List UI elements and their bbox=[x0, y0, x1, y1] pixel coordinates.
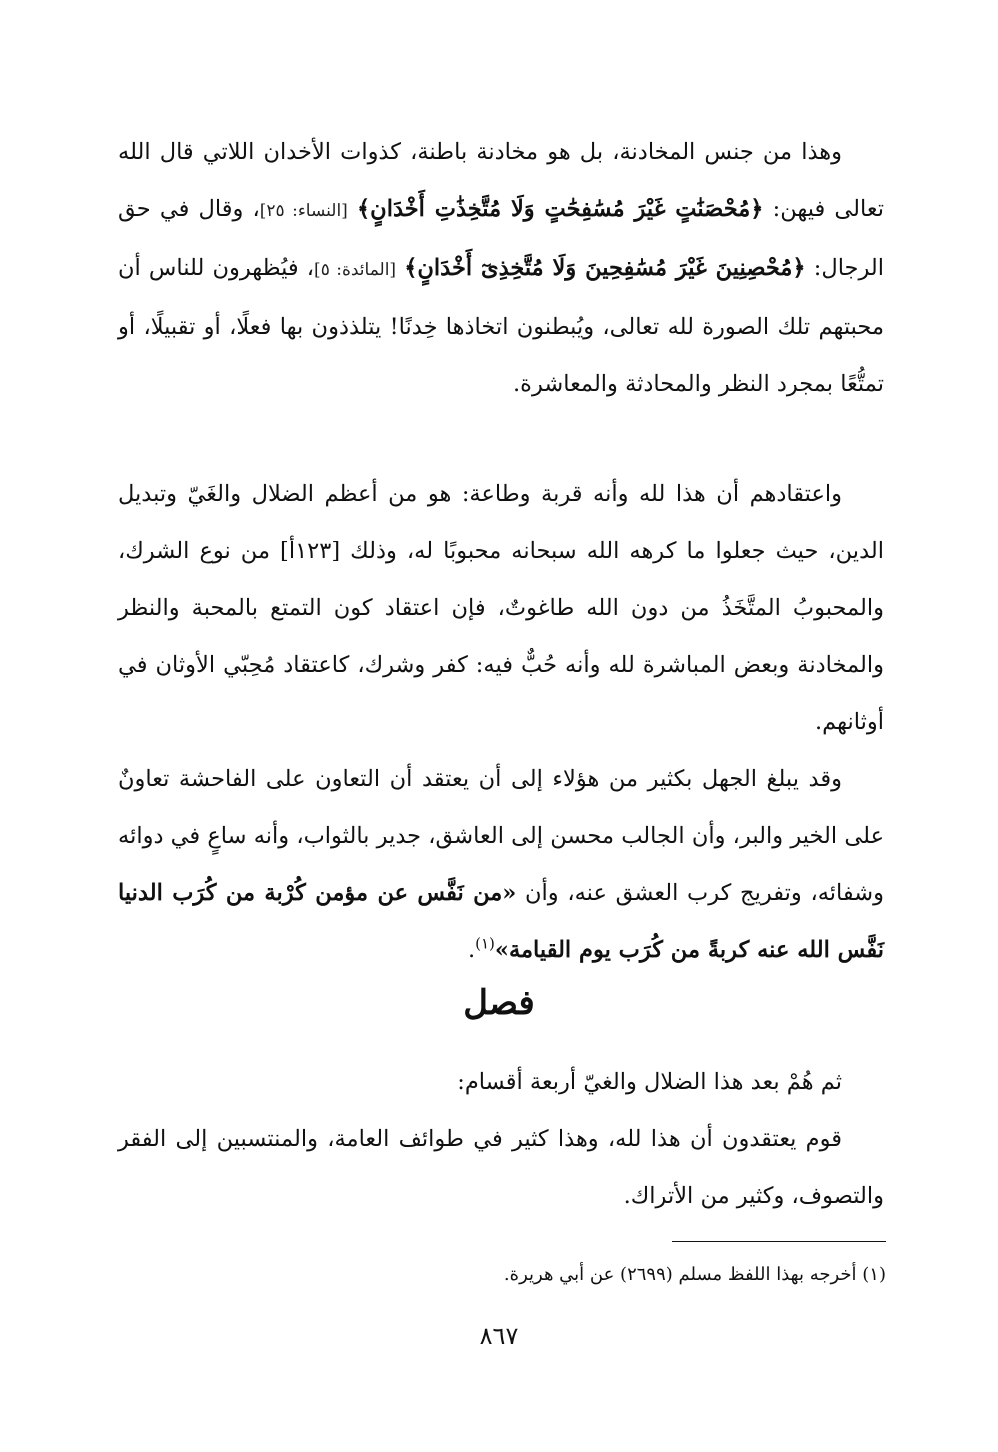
section-heading: فصل bbox=[463, 983, 535, 1023]
quran-verse-nisa: ﴿مُحْصَنَٰتٍ غَيْرَ مُسَٰفِحَٰتٍ وَلَا مُتَّخِذَٰتِ أَخْدَانٍ﴾ bbox=[357, 196, 764, 222]
footnote: (١) أخرجه بهذا اللفظ مسلم (٢٦٩٩) عن أبي هريرة. bbox=[503, 1264, 886, 1285]
paragraph-4 bbox=[118, 1054, 884, 1111]
verse-reference-maida: [المائدة: ٥] bbox=[314, 260, 397, 280]
page-number: ٨٦٧ bbox=[479, 1322, 519, 1350]
footnote-marker: (١) bbox=[475, 934, 495, 953]
footnote-divider bbox=[672, 1241, 886, 1242]
paragraph-2-text: واعتقادهم أن هذا لله وأنه قربة وطاعة: هو من أعظم الضلال والغَيّ وتبديل الدين، حيث جعلوا ما كرهه الله سبحانه محبوبًا له، وذلك [١٢٣أ] من نوع الشرك، والمحبوبُ المتَّخَذُ من دون الله طاغوتٌ، فإن اعتقاد كون التمتع بالمحبة والنظر والمخادنة وبعض المباشرة لله وأنه حُبٌّ فيه: كفر وشرك، كاعتقاد مُحِبّي الأوثان في أوثانهم. bbox=[118, 481, 884, 735]
paragraph-1-text-c: ، فيُظهرون للناس أن محبتهم تلك الصورة لله تعالى، ويُبطنون اتخاذها خِدنًا! يتلذذون بها فعلًا، أو تقبيلًا، أو تمتُّعًا بمجرد النظر والمحادثة والمعاشرة. bbox=[118, 255, 884, 397]
paragraph-3 bbox=[118, 751, 884, 979]
paragraph-3-end: . bbox=[467, 937, 476, 963]
hadith-quote: «من نَفَّس عن مؤمن كُرْبة من كُرَب الدنيا نَفَّس الله عنه كربةً من كُرَب يوم القيامة» bbox=[118, 880, 884, 963]
paragraph-1-text-b: ، وقال في حق الرجال: bbox=[118, 196, 884, 281]
paragraph-1-text-a: وهذا من جنس المخادنة، بل هو مخادنة باطنة، كذوات الأخدان اللاتي قال الله تعالى فيهن: bbox=[118, 139, 885, 222]
quran-verse-maida: ﴿مُحْصِنِينَ غَيْرَ مُسَٰفِحِينَ وَلَا مُتَّخِذِىٓ أَخْدَانٍ﴾ bbox=[404, 255, 806, 281]
paragraph-5 bbox=[118, 1111, 884, 1225]
paragraph-2 bbox=[118, 466, 884, 751]
paragraph-3-text-a: وقد يبلغ الجهل بكثير من هؤلاء إلى أن يعتقد أن التعاون على الفاحشة تعاونٌ على الخير والبر، وأن الجالب محسن إلى العاشق، جدير بالثواب، وأنه ساعٍ في دوائه وشفائه، وتفريج كرب العشق عنه، وأن bbox=[118, 766, 884, 906]
verse-reference-nisa: [النساء: ٢٥] bbox=[259, 201, 348, 221]
paragraph-5-text: قوم يعتقدون أن هذا لله، وهذا كثير في طوائف العامة، والمنتسبين إلى الفقر والتصوف، وكثير من الأتراك. bbox=[118, 1126, 884, 1209]
paragraph-1 bbox=[118, 124, 884, 413]
paragraph-4-text: ثم هُمْ بعد هذا الضلال والغيّ أربعة أقسام: bbox=[457, 1069, 842, 1095]
